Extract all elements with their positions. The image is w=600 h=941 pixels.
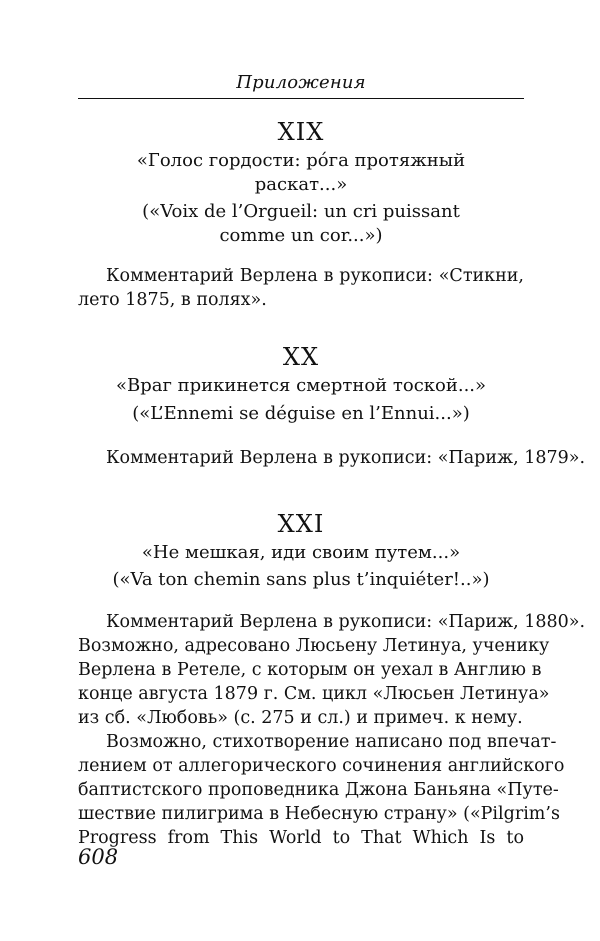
comment-line: лето 1875, в полях». xyxy=(78,290,267,310)
section-xix-title-ru-line-2: раскат...» xyxy=(254,174,348,195)
comment-line: Верлена в Ретеле, с которым он уехал в Англию в xyxy=(78,660,542,680)
section-xx-title-ru: «Враг прикинется смертной тоской...» xyxy=(115,375,487,396)
section-xix-comment xyxy=(78,264,524,312)
comment-line: Progress from This World to That Which Is to xyxy=(78,828,524,848)
comment-line: из сб. «Любовь» (с. 275 и сл.) и примеч. к нему. xyxy=(78,708,523,728)
comment-line: лением от аллегорического сочинения английского xyxy=(78,756,565,776)
section-xxi-title-ru: «Не мешкая, иди своим путем...» xyxy=(141,542,461,563)
section-number-xxi: XXI xyxy=(277,510,325,538)
section-number-xx: XX xyxy=(282,343,320,371)
section-xx-title-fr: («L’Ennemi se déguise en l’Ennui...») xyxy=(132,403,470,424)
running-head: Приложения xyxy=(236,72,366,93)
comment-line: Комментарий Верлена в рукописи: «Париж, 1879». xyxy=(106,448,586,468)
page-number: 608 xyxy=(78,845,119,869)
comment-line: Возможно, стихотворение написано под впечат- xyxy=(106,732,557,752)
section-xxi-title-fr: («Va ton chemin sans plus t’inquiéter!..») xyxy=(112,569,490,590)
section-xix-title-fr-line-1: («Voix de l’Orgueil: un cri puissant xyxy=(142,201,460,222)
section-xxi-comment xyxy=(78,610,586,850)
section-xx-comment xyxy=(78,446,586,470)
comment-line: Комментарий Верлена в рукописи: «Стикни, xyxy=(106,266,524,286)
section-number-xix: XIX xyxy=(277,118,325,146)
comment-line: шествие пилигрима в Небесную страну» («Pilgrim’s xyxy=(78,804,560,824)
comment-line: конце августа 1879 г. См. цикл «Люсьен Летинуа» xyxy=(78,684,550,704)
section-xix-title-ru-line-1: «Голос гордости: рóга протяжный xyxy=(136,150,466,171)
comment-line: Возможно, адресовано Люсьену Летинуа, ученику xyxy=(78,636,550,656)
comment-line: Комментарий Верлена в рукописи: «Париж, 1880». xyxy=(106,612,586,632)
header-rule xyxy=(78,98,524,99)
comment-line: баптистского проповедника Джона Баньяна «Путе- xyxy=(78,780,559,800)
section-xix-title-fr-line-2: comme un cor...») xyxy=(219,225,383,246)
